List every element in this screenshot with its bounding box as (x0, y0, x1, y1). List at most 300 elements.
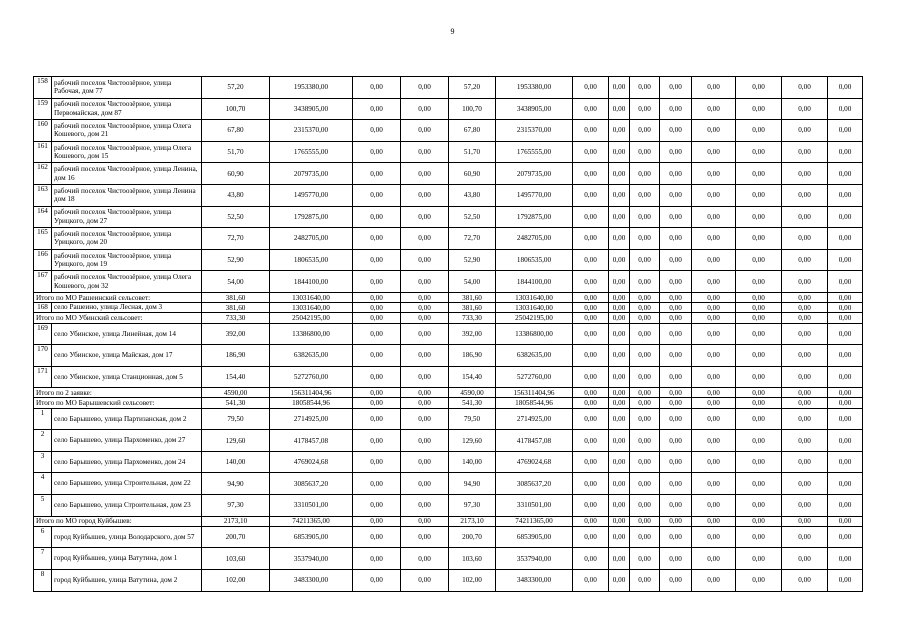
value-cell: 0,00 (630, 271, 660, 293)
value-cell: 0,00 (609, 313, 630, 323)
value-cell: 0,00 (630, 430, 660, 452)
value-cell: 0,00 (573, 323, 609, 345)
value-cell: 0,00 (660, 366, 692, 388)
address-cell: рабочий поселок Чистоозёрное, улица Ленина дом 18 (52, 184, 202, 206)
value-cell: 0,00 (573, 398, 609, 408)
value-cell: 0,00 (828, 323, 863, 345)
value-cell: 60,90 (202, 163, 270, 185)
value-cell: 156311404,96 (270, 388, 353, 398)
value-cell: 13031640,00 (270, 292, 353, 302)
value-cell: 0,00 (782, 388, 828, 398)
value-cell: 54,00 (449, 271, 496, 293)
row-number: 170 (34, 345, 52, 367)
value-cell: 0,00 (782, 77, 828, 99)
value-cell: 0,00 (630, 77, 660, 99)
row-number: 158 (34, 77, 52, 99)
value-cell: 0,00 (401, 141, 449, 163)
value-cell: 13386800,00 (270, 323, 353, 345)
value-cell: 0,00 (660, 141, 692, 163)
value-cell: 0,00 (401, 323, 449, 345)
value-cell: 79,50 (449, 408, 496, 430)
subtotal-row (34, 292, 863, 302)
value-cell: 0,00 (828, 430, 863, 452)
value-cell: 0,00 (782, 249, 828, 271)
value-cell: 129,60 (449, 430, 496, 452)
value-cell: 0,00 (401, 271, 449, 293)
value-cell: 13031640,00 (496, 303, 573, 313)
value-cell: 1495770,00 (496, 184, 573, 206)
value-cell: 0,00 (573, 163, 609, 185)
value-cell: 0,00 (692, 451, 736, 473)
value-cell: 0,00 (736, 323, 782, 345)
value-cell: 0,00 (660, 516, 692, 526)
value-cell: 0,00 (782, 303, 828, 313)
value-cell: 0,00 (573, 473, 609, 495)
value-cell: 0,00 (782, 398, 828, 408)
value-cell: 0,00 (692, 77, 736, 99)
value-cell: 0,00 (401, 388, 449, 398)
value-cell: 1806535,00 (496, 249, 573, 271)
value-cell: 1495770,00 (270, 184, 353, 206)
value-cell: 0,00 (401, 548, 449, 570)
value-cell: 0,00 (573, 271, 609, 293)
value-cell: 0,00 (353, 206, 401, 228)
value-cell: 0,00 (353, 388, 401, 398)
value-cell: 0,00 (401, 98, 449, 120)
value-cell: 0,00 (353, 271, 401, 293)
value-cell: 0,00 (573, 548, 609, 570)
table-row (34, 120, 863, 142)
value-cell: 0,00 (609, 516, 630, 526)
value-cell: 0,00 (630, 292, 660, 302)
value-cell: 0,00 (782, 228, 828, 250)
value-cell: 200,70 (449, 526, 496, 548)
value-cell: 0,00 (353, 495, 401, 517)
value-cell: 381,60 (449, 303, 496, 313)
row-number: 3 (34, 451, 52, 473)
value-cell: 0,00 (782, 570, 828, 592)
value-cell: 0,00 (660, 98, 692, 120)
address-cell: село Барышево, улица Пархоменко, дом 24 (52, 451, 202, 473)
value-cell: 0,00 (736, 141, 782, 163)
value-cell: 0,00 (401, 451, 449, 473)
value-cell: 0,00 (828, 526, 863, 548)
value-cell: 0,00 (782, 323, 828, 345)
value-cell: 0,00 (660, 408, 692, 430)
value-cell: 0,00 (736, 548, 782, 570)
value-cell: 0,00 (609, 548, 630, 570)
subtotal-label: Итого по МО Убинский сельсовет: (34, 313, 202, 323)
value-cell: 0,00 (401, 430, 449, 452)
value-cell: 0,00 (609, 77, 630, 99)
row-number: 159 (34, 98, 52, 120)
table-row (34, 345, 863, 367)
value-cell: 3438905,00 (496, 98, 573, 120)
value-cell: 0,00 (573, 570, 609, 592)
address-cell: село Барышево, улица Строительная, дом 23 (52, 495, 202, 517)
value-cell: 140,00 (202, 451, 270, 473)
value-cell: 0,00 (692, 184, 736, 206)
value-cell: 0,00 (782, 292, 828, 302)
value-cell: 0,00 (573, 516, 609, 526)
value-cell: 43,80 (202, 184, 270, 206)
value-cell: 0,00 (353, 184, 401, 206)
value-cell: 0,00 (609, 366, 630, 388)
value-cell: 0,00 (353, 303, 401, 313)
value-cell: 0,00 (609, 98, 630, 120)
row-number: 160 (34, 120, 52, 142)
value-cell: 4769024,68 (270, 451, 353, 473)
value-cell: 100,70 (449, 98, 496, 120)
value-cell: 0,00 (828, 345, 863, 367)
value-cell: 0,00 (630, 570, 660, 592)
value-cell: 0,00 (353, 473, 401, 495)
address-cell: рабочий поселок Чистоозёрное, улица Рабочая, дом 77 (52, 77, 202, 99)
value-cell: 102,00 (202, 570, 270, 592)
value-cell: 0,00 (692, 98, 736, 120)
value-cell: 52,50 (449, 206, 496, 228)
value-cell: 0,00 (573, 141, 609, 163)
value-cell: 0,00 (630, 303, 660, 313)
value-cell: 392,00 (202, 323, 270, 345)
value-cell: 0,00 (692, 495, 736, 517)
value-cell: 102,00 (449, 570, 496, 592)
value-cell: 0,00 (692, 408, 736, 430)
subtotal-row (34, 313, 863, 323)
value-cell: 156311404,96 (496, 388, 573, 398)
value-cell: 0,00 (630, 398, 660, 408)
value-cell: 0,00 (828, 206, 863, 228)
value-cell: 0,00 (573, 526, 609, 548)
value-cell: 0,00 (353, 77, 401, 99)
subtotal-label: Итого по МО Рашеинский сельсовет: (34, 292, 202, 302)
value-cell: 0,00 (630, 206, 660, 228)
value-cell: 0,00 (401, 303, 449, 313)
address-cell: село Барышево, улица Партизанская, дом 2 (52, 408, 202, 430)
value-cell: 0,00 (609, 495, 630, 517)
value-cell: 94,90 (449, 473, 496, 495)
value-cell: 0,00 (630, 228, 660, 250)
table-row (34, 141, 863, 163)
value-cell: 0,00 (828, 228, 863, 250)
value-cell: 0,00 (736, 473, 782, 495)
value-cell: 0,00 (660, 120, 692, 142)
subtotal-row (34, 398, 863, 408)
value-cell: 0,00 (692, 526, 736, 548)
value-cell: 57,20 (202, 77, 270, 99)
value-cell: 0,00 (401, 366, 449, 388)
value-cell: 0,00 (573, 77, 609, 99)
value-cell: 0,00 (782, 548, 828, 570)
address-cell: село Убинское, улица Станционная, дом 5 (52, 366, 202, 388)
value-cell: 0,00 (573, 292, 609, 302)
value-cell: 0,00 (609, 323, 630, 345)
value-cell: 103,60 (449, 548, 496, 570)
value-cell: 733,30 (202, 313, 270, 323)
value-cell: 0,00 (609, 570, 630, 592)
table-row (34, 323, 863, 345)
table-row (34, 206, 863, 228)
value-cell: 0,00 (401, 292, 449, 302)
value-cell: 3085637,20 (496, 473, 573, 495)
address-cell: рабочий поселок Чистоозёрное, улица Олега Кошевого, дом 21 (52, 120, 202, 142)
value-cell: 1792875,00 (496, 206, 573, 228)
value-cell: 0,00 (353, 249, 401, 271)
value-cell: 94,90 (202, 473, 270, 495)
value-cell: 0,00 (353, 292, 401, 302)
value-cell: 0,00 (828, 495, 863, 517)
value-cell: 57,20 (449, 77, 496, 99)
value-cell: 13031640,00 (496, 292, 573, 302)
value-cell: 0,00 (736, 345, 782, 367)
value-cell: 0,00 (609, 388, 630, 398)
value-cell: 0,00 (828, 366, 863, 388)
value-cell: 0,00 (401, 120, 449, 142)
value-cell: 0,00 (736, 495, 782, 517)
row-number: 165 (34, 228, 52, 250)
row-number: 5 (34, 495, 52, 517)
value-cell: 0,00 (782, 271, 828, 293)
table-row (34, 271, 863, 293)
value-cell: 0,00 (630, 98, 660, 120)
value-cell: 0,00 (353, 516, 401, 526)
address-cell: город Куйбышев, улица Ватутина, дом 1 (52, 548, 202, 570)
value-cell: 0,00 (609, 228, 630, 250)
register-table (33, 76, 863, 592)
value-cell: 43,80 (449, 184, 496, 206)
value-cell: 0,00 (609, 120, 630, 142)
value-cell: 0,00 (609, 526, 630, 548)
value-cell: 0,00 (660, 303, 692, 313)
value-cell: 6382635,00 (270, 345, 353, 367)
value-cell: 1953380,00 (496, 77, 573, 99)
value-cell: 0,00 (736, 98, 782, 120)
value-cell: 0,00 (401, 184, 449, 206)
value-cell: 733,30 (449, 313, 496, 323)
register-table-body (34, 77, 863, 592)
value-cell: 0,00 (782, 313, 828, 323)
value-cell: 0,00 (660, 451, 692, 473)
value-cell: 0,00 (573, 206, 609, 228)
value-cell: 0,00 (401, 570, 449, 592)
value-cell: 0,00 (736, 313, 782, 323)
value-cell: 1953380,00 (270, 77, 353, 99)
value-cell: 0,00 (692, 228, 736, 250)
value-cell: 0,00 (353, 570, 401, 592)
value-cell: 381,60 (202, 292, 270, 302)
value-cell: 0,00 (660, 345, 692, 367)
value-cell: 0,00 (401, 345, 449, 367)
value-cell: 72,70 (449, 228, 496, 250)
value-cell: 0,00 (828, 120, 863, 142)
value-cell: 0,00 (736, 228, 782, 250)
value-cell: 0,00 (609, 345, 630, 367)
value-cell: 0,00 (353, 120, 401, 142)
table-row (34, 526, 863, 548)
value-cell: 0,00 (736, 408, 782, 430)
value-cell: 0,00 (401, 408, 449, 430)
table-row (34, 249, 863, 271)
value-cell: 103,60 (202, 548, 270, 570)
address-cell: село Убинское, улица Майская, дом 17 (52, 345, 202, 367)
row-number: 8 (34, 570, 52, 592)
value-cell: 0,00 (736, 388, 782, 398)
value-cell: 0,00 (353, 366, 401, 388)
value-cell: 1792875,00 (270, 206, 353, 228)
value-cell: 0,00 (828, 548, 863, 570)
value-cell: 0,00 (630, 163, 660, 185)
value-cell: 6382635,00 (496, 345, 573, 367)
value-cell: 0,00 (692, 163, 736, 185)
value-cell: 18058544,96 (496, 398, 573, 408)
value-cell: 0,00 (828, 451, 863, 473)
value-cell: 1765555,00 (496, 141, 573, 163)
value-cell: 0,00 (782, 516, 828, 526)
value-cell: 0,00 (630, 323, 660, 345)
value-cell: 0,00 (573, 408, 609, 430)
value-cell: 2315370,00 (496, 120, 573, 142)
value-cell: 0,00 (828, 184, 863, 206)
value-cell: 0,00 (609, 184, 630, 206)
value-cell: 0,00 (573, 303, 609, 313)
value-cell: 25042195,00 (496, 313, 573, 323)
value-cell: 0,00 (736, 163, 782, 185)
value-cell: 381,60 (202, 303, 270, 313)
value-cell: 100,70 (202, 98, 270, 120)
value-cell: 0,00 (353, 548, 401, 570)
value-cell: 0,00 (736, 366, 782, 388)
value-cell: 0,00 (401, 228, 449, 250)
value-cell: 0,00 (573, 345, 609, 367)
value-cell: 0,00 (401, 77, 449, 99)
value-cell: 0,00 (692, 292, 736, 302)
value-cell: 0,00 (609, 408, 630, 430)
value-cell: 0,00 (630, 120, 660, 142)
value-cell: 0,00 (736, 451, 782, 473)
value-cell: 0,00 (630, 495, 660, 517)
value-cell: 0,00 (782, 184, 828, 206)
value-cell: 0,00 (573, 249, 609, 271)
value-cell: 0,00 (692, 570, 736, 592)
value-cell: 0,00 (782, 141, 828, 163)
value-cell: 0,00 (630, 313, 660, 323)
value-cell: 0,00 (353, 345, 401, 367)
value-cell: 74211365,00 (496, 516, 573, 526)
row-number: 167 (34, 271, 52, 293)
table-row (34, 98, 863, 120)
value-cell: 0,00 (573, 388, 609, 398)
value-cell: 200,70 (202, 526, 270, 548)
table-row (34, 163, 863, 185)
value-cell: 0,00 (782, 408, 828, 430)
row-number: 171 (34, 366, 52, 388)
value-cell: 0,00 (353, 451, 401, 473)
address-cell: рабочий поселок Чистоозёрное, улица Первомайская, дом 87 (52, 98, 202, 120)
value-cell: 0,00 (353, 98, 401, 120)
value-cell: 0,00 (401, 249, 449, 271)
value-cell: 0,00 (828, 570, 863, 592)
value-cell: 51,70 (449, 141, 496, 163)
value-cell: 0,00 (782, 495, 828, 517)
value-cell: 0,00 (609, 206, 630, 228)
value-cell: 0,00 (630, 249, 660, 271)
value-cell: 0,00 (782, 366, 828, 388)
value-cell: 3438905,00 (270, 98, 353, 120)
value-cell: 0,00 (353, 323, 401, 345)
value-cell: 4590,00 (202, 388, 270, 398)
value-cell: 0,00 (630, 388, 660, 398)
value-cell: 541,30 (449, 398, 496, 408)
value-cell: 0,00 (401, 495, 449, 517)
value-cell: 72,70 (202, 228, 270, 250)
value-cell: 0,00 (660, 526, 692, 548)
value-cell: 0,00 (692, 366, 736, 388)
subtotal-label: Итого по МО Барышевский сельсовет: (34, 398, 202, 408)
address-cell: город Куйбышев, улица Володарского, дом 57 (52, 526, 202, 548)
value-cell: 2482705,00 (270, 228, 353, 250)
value-cell: 381,60 (449, 292, 496, 302)
value-cell: 0,00 (630, 366, 660, 388)
value-cell: 0,00 (736, 120, 782, 142)
value-cell: 0,00 (828, 163, 863, 185)
value-cell: 0,00 (573, 366, 609, 388)
value-cell: 0,00 (573, 451, 609, 473)
value-cell: 0,00 (630, 516, 660, 526)
value-cell: 0,00 (828, 408, 863, 430)
value-cell: 0,00 (660, 292, 692, 302)
table-row (34, 408, 863, 430)
value-cell: 0,00 (630, 408, 660, 430)
value-cell: 60,90 (449, 163, 496, 185)
value-cell: 0,00 (692, 430, 736, 452)
value-cell: 0,00 (692, 303, 736, 313)
row-number: 2 (34, 430, 52, 452)
value-cell: 0,00 (609, 430, 630, 452)
value-cell: 52,90 (449, 249, 496, 271)
row-number: 1 (34, 408, 52, 430)
value-cell: 0,00 (660, 430, 692, 452)
value-cell: 0,00 (401, 516, 449, 526)
value-cell: 154,40 (449, 366, 496, 388)
value-cell: 0,00 (660, 77, 692, 99)
value-cell: 392,00 (449, 323, 496, 345)
value-cell: 51,70 (202, 141, 270, 163)
subtotal-row (34, 388, 863, 398)
value-cell: 6853905,00 (496, 526, 573, 548)
table-row (34, 495, 863, 517)
value-cell: 1844100,00 (270, 271, 353, 293)
value-cell: 0,00 (828, 303, 863, 313)
value-cell: 3483300,00 (496, 570, 573, 592)
value-cell: 0,00 (353, 163, 401, 185)
value-cell: 0,00 (660, 473, 692, 495)
address-cell: село Убинское, улица Линейная, дом 14 (52, 323, 202, 345)
value-cell: 0,00 (828, 98, 863, 120)
row-number: 163 (34, 184, 52, 206)
value-cell: 0,00 (573, 430, 609, 452)
value-cell: 0,00 (736, 184, 782, 206)
value-cell: 0,00 (692, 398, 736, 408)
row-number: 169 (34, 323, 52, 345)
value-cell: 0,00 (401, 473, 449, 495)
row-number: 162 (34, 163, 52, 185)
value-cell: 0,00 (630, 345, 660, 367)
value-cell: 0,00 (353, 141, 401, 163)
value-cell: 74211365,00 (270, 516, 353, 526)
value-cell: 0,00 (736, 398, 782, 408)
value-cell: 0,00 (609, 292, 630, 302)
value-cell: 0,00 (630, 548, 660, 570)
